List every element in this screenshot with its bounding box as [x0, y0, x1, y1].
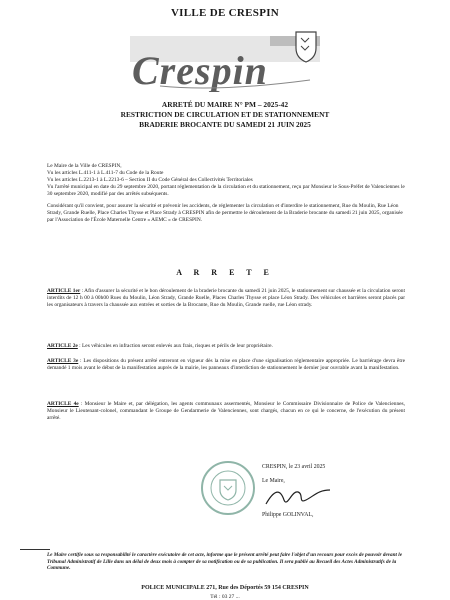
handwritten-signature [262, 486, 334, 508]
divider [20, 549, 50, 550]
article-3-text: : Les dispositions du présent arrêté entreront en vigueur dès la mise en place d'une signalisation réglementaire appropriée. Le barriérage devra être demandé 1 mois avant le début de la manifestation auprès de la mairie, les panneaux d'interdiction de stationnement le dernier jour ouvrable avant la manifestation. [47, 358, 405, 371]
title-block [40, 100, 410, 130]
article-4-text: : Monsieur le Maire et, par délégation, les agents communaux assermentés, Monsieur le Commissaire Divisionnaire de Police de Valenciennes, Monsieur le Lieutenant-colonel, commandant le Groupe de Gendarmerie de Valenciennes, sont chargés, chacun en ce qui le concerne, de l'exécution du présent arrêté. [47, 401, 405, 421]
mairie-stamp-icon [200, 460, 256, 516]
article-1 [47, 288, 405, 309]
title-line-2: RESTRICTION DE CIRCULATION ET DE STATIONNEMENT [120, 110, 330, 119]
certification-notice: Le Maire certifie sous sa responsabilité le caractère exécutoire de cet acte, informe que le présent arrêté peut faire l'objet d'un recours pour excès de pouvoir devant le Tribunal Administratif de Lille dans un délai de deux mois à compter de sa notification ou de sa publication. Il sera publié au Recueil des Actes Administratifs de la Commune. [47, 552, 403, 572]
crespin-logo [120, 28, 330, 92]
title-line-1: ARRETÉ DU MAIRE N° PM – 2025-42 [161, 100, 289, 109]
article-1-text: : Afin d'assurer la sécurité et le bon déroulement de la braderie brocante du samedi 21 juin 2025, le stationnement sur chaussée et la circulation seront interdits de 12 h 00 à 00h00 Rues du Moulin, Léon Strady, Grande Ruelle, Places Charles Thysse et place Léon Strady. Des véhicules et barrières seront placés par les organisateurs à travers la chaussée aux entrées et sorties de la Brocante, Rue du Moulin, Grande ruelle, rue Léon strady. [47, 288, 406, 308]
preamble-mayor: Le Maire de la Ville de CRESPIN, [47, 163, 122, 169]
signature-title: Le Maire, [262, 478, 285, 484]
title-line-3: BRADERIE BROCANTE DU SAMEDI 21 JUIN 2025 [139, 120, 311, 129]
article-1-label: ARTICLE 1er [47, 288, 81, 294]
arrete-heading: A R R E T E [176, 268, 274, 277]
article-4 [47, 401, 405, 422]
article-3 [47, 358, 405, 372]
preamble [47, 163, 405, 224]
signature-name: Philippe GOLINVAL, [262, 512, 314, 518]
article-2-text: : Les véhicules en infraction seront enlevés aux frais, risques et périls de leur propriétaire. [77, 343, 273, 349]
footer-phone: Tél : 03 27 ... [210, 594, 240, 600]
coat-of-arms-icon [296, 32, 316, 62]
article-2 [47, 343, 405, 350]
preamble-cgct: Vu les articles L.2213-1 à L.2213-6 – Section II du Code Général des Collectivités Territoriales [47, 177, 253, 183]
article-2-label: ARTICLE 2e [47, 343, 78, 349]
logo-text: Crespin [132, 48, 268, 92]
city-heading: VILLE DE CRESPIN [170, 7, 280, 19]
article-3-label: ARTICLE 3e [47, 358, 79, 364]
signature-place-date: CRESPIN, le 23 avril 2025 [262, 464, 326, 470]
article-4-label: ARTICLE 4e [47, 401, 79, 407]
preamble-arrete-2020: Vu l'arrêté municipal en date du 29 septembre 2020, portant réglementation de la circulation et du stationnement, reçu par Monsieur le Sous-Préfet de Valenciennes le 30 septembre 2020, modifié par des arrêtés subséquents. [47, 184, 405, 197]
preamble-considerant: Considérant qu'il convient, pour assurer la sécurité et prévenir les accidents, de réglementer la circulation et d'interdire le stationnement, Rue du Moulin, Rue Léon Strady, Grande Ruelle, Place Charles Thysse et Place Strady à CRESPIN afin de permettre le déroulement de la Braderie brocante du samedi 21 juin 2025, organisée par l'Association de l'École Maternelle Centre « AEMC » de CRESPIN. [47, 203, 403, 223]
footer-address: POLICE MUNICIPALE 271, Rue des Déportés 59 154 CRESPIN [141, 585, 309, 591]
preamble-code-route: Vu les articles L.411-1 à L.411-7 du Code de la Route [47, 170, 164, 176]
